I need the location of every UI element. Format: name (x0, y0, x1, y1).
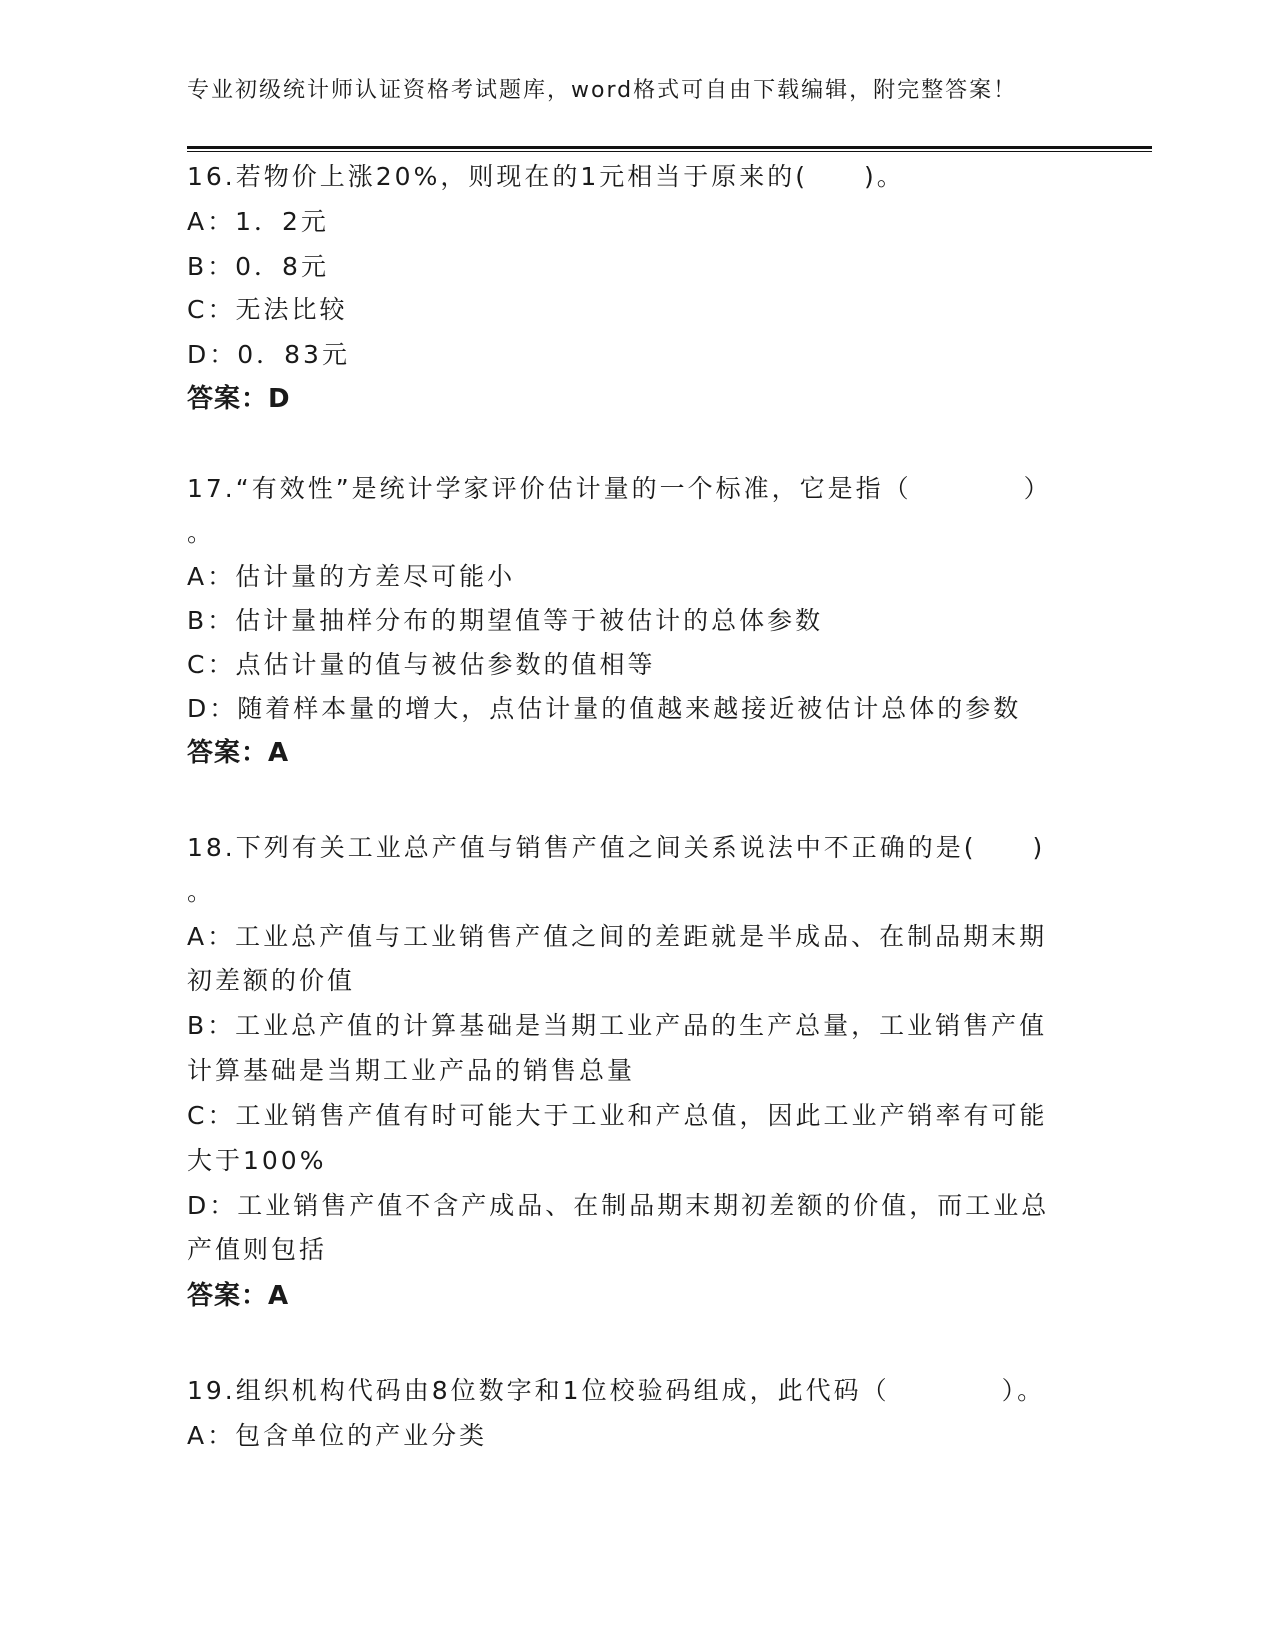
header-rule-thin (187, 151, 1152, 152)
question-17-option-d: D：随着样本量的增大，点估计量的值越来越接近被估计总体的参数 (187, 694, 1022, 723)
question-18-option-b-cont: 计算基础是当期工业产品的销售总量 (187, 1056, 636, 1085)
question-17-option-a: A：估计量的方差尽可能小 (187, 562, 516, 591)
question-16-option-d: D：0．83元 (187, 340, 350, 369)
question-18-option-b: B：工业总产值的计算基础是当期工业产品的生产总量，工业销售产值 (187, 1011, 1048, 1040)
question-18-answer: 答案：A (187, 1281, 290, 1311)
question-16-stem: 16.若物价上涨20%，则现在的1元相当于原来的( )。 (187, 162, 905, 191)
question-17-option-c: C：点估计量的值与被估参数的值相等 (187, 650, 656, 679)
question-17-stem-cont: 。 (187, 518, 216, 547)
question-18-option-c: C：工业销售产值有时可能大于工业和产总值，因此工业产销率有可能 (187, 1101, 1048, 1130)
question-18-option-c-cont: 大于100% (187, 1146, 327, 1175)
question-16-option-a: A：1．2元 (187, 207, 329, 236)
question-19-option-a: A：包含单位的产业分类 (187, 1421, 488, 1450)
question-18-option-d: D：工业销售产值不含产成品、在制品期末期初差额的价值，而工业总 (187, 1191, 1050, 1220)
question-16-option-b: B：0．8元 (187, 252, 329, 281)
question-17-option-b: B：估计量抽样分布的期望值等于被估计的总体参数 (187, 606, 824, 635)
question-18-option-a: A：工业总产值与工业销售产值之间的差距就是半成品、在制品期末期 (187, 922, 1048, 951)
question-18-stem: 18.下列有关工业总产值与销售产值之间关系说法中不正确的是( ) (187, 833, 1046, 862)
question-18-option-a-cont: 初差额的价值 (187, 966, 356, 995)
question-17-stem: 17.“有效性”是统计学家评价估计量的一个标准，它是指（ ） (187, 474, 1052, 503)
question-16-answer: 答案：D (187, 384, 291, 414)
question-18-option-d-cont: 产值则包括 (187, 1235, 328, 1264)
page-header: 专业初级统计师认证资格考试题库，word格式可自由下载编辑，附完整答案！ (187, 78, 1018, 103)
question-17-answer: 答案：A (187, 738, 290, 768)
question-16-option-c: C：无法比较 (187, 295, 348, 324)
header-rule-thick (187, 146, 1152, 149)
question-18-stem-cont: 。 (187, 877, 216, 906)
question-19-stem: 19.组织机构代码由8位数字和1位校验码组成，此代码（ ）。 (187, 1376, 1046, 1405)
